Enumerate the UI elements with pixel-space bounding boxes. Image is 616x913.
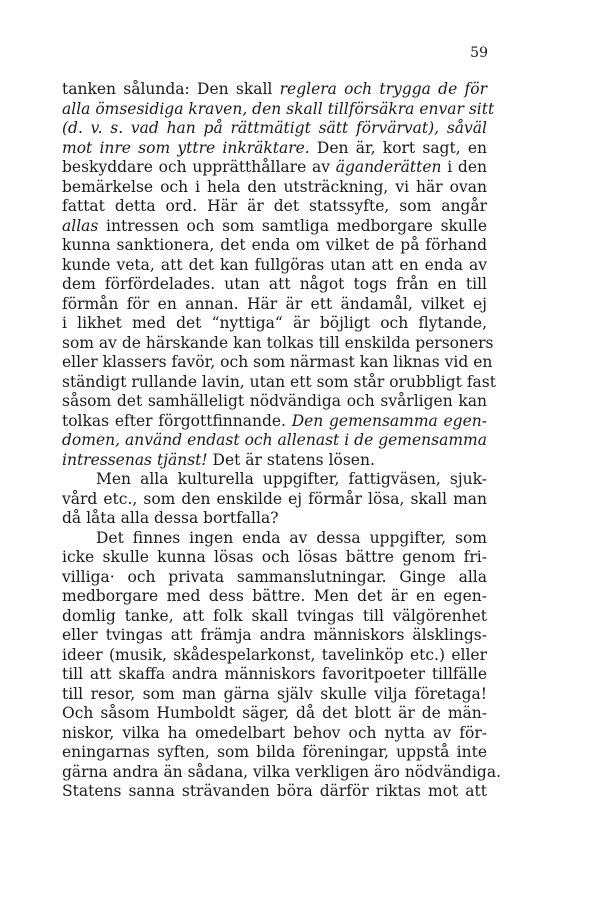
- text-segment: medborgare med dess bättre. Men det är en egen-: [62, 587, 487, 605]
- text-line: [62, 704, 487, 724]
- body-text: [62, 80, 502, 802]
- text-segment: domlig tanke, att folk skall tvingas till välgörenhet: [62, 606, 487, 625]
- text-line: [62, 509, 487, 529]
- page-number: 59: [470, 45, 488, 61]
- italic-text: reglera och trygga de för: [279, 80, 487, 98]
- text-segment: tanken sålunda: Den skall: [62, 80, 280, 98]
- text-line: [62, 256, 487, 276]
- text-line: [62, 139, 487, 159]
- text-line: [62, 314, 487, 334]
- italic-text: äganderätten: [335, 158, 442, 176]
- italic-text: allas: [62, 216, 99, 235]
- text-segment: villiga· och privata sammanslutningar. Ginge alla: [62, 567, 487, 586]
- text-line: [62, 392, 487, 412]
- text-segment: Men alla kulturella uppgifter, fattigväsen, sjuk-: [96, 470, 487, 488]
- text-line: [62, 568, 487, 588]
- text-line: [62, 490, 487, 510]
- text-segment: i likhet med det “nyttiga“ är böjligt och flytande,: [62, 314, 487, 332]
- text-segment: niskor, vilka ha omedelbart behov och nytta av för-: [62, 723, 487, 742]
- text-line: [62, 431, 487, 451]
- text-segment: gärna andra än sådana, vilka verkligen äro nödvändiga.: [62, 762, 502, 781]
- text-segment: beskyddare och upprätthållare av: [62, 158, 336, 176]
- text-line: [62, 665, 487, 685]
- italic-text: intressenas tjänst!: [62, 450, 208, 469]
- text-segment: kunna sanktionera, det enda om vilket de på förhand: [62, 236, 487, 254]
- text-segment: tolkas efter förgottfinnande.: [62, 411, 292, 430]
- text-line: [62, 372, 496, 393]
- text-line: [62, 217, 487, 237]
- text-segment: bemärkelse och i hela den utsträckning, vi här ovan: [62, 177, 487, 196]
- text-line: [62, 685, 487, 705]
- text-line: [62, 275, 487, 295]
- text-segment: fattat detta ord. Här är det statssyfte, som angår: [62, 197, 487, 215]
- text-line: [62, 743, 487, 763]
- text-line: [62, 99, 495, 120]
- text-line: [62, 626, 487, 646]
- text-line: [62, 295, 487, 315]
- text-line: [62, 333, 494, 354]
- text-segment: till att skaffa andra människors favoritpoeter tillfälle: [62, 665, 487, 683]
- text-segment: då låta alla dessa bortfalla?: [62, 509, 279, 527]
- text-line: [62, 762, 502, 783]
- text-segment: Det är statens lösen.: [207, 450, 375, 469]
- text-line: [62, 782, 487, 802]
- text-segment: vård etc., som den enskilde ej förmår lösa, skall man: [62, 489, 487, 508]
- text-line: [62, 470, 487, 490]
- italic-text: alla ömsesidiga kraven, den skall tillförsäkra envar sitt: [62, 99, 495, 118]
- text-segment: Det finnes ingen enda av dessa uppgifter, som: [96, 528, 487, 547]
- text-line: [62, 548, 487, 568]
- text-segment: eller tvingas att främja andra människors älsklings-: [62, 626, 487, 644]
- italic-text: domen, använd endast och allenast i de gemensamma: [62, 431, 487, 449]
- text-segment: till resor, som man gärna själv skulle vilja företaga!: [62, 684, 487, 703]
- text-segment: i den: [441, 158, 488, 176]
- text-segment: som av de härskande kan tolkas till enskilda personers: [62, 333, 494, 352]
- text-segment: Den är, kort sagt, en: [309, 138, 487, 157]
- text-line: [62, 119, 487, 139]
- text-line: [62, 587, 487, 607]
- text-line: [62, 353, 493, 373]
- text-line: [62, 80, 487, 100]
- text-line: [62, 197, 487, 217]
- italic-text: (d. v. s. vad han på rättmätigt sätt förvärvat), såväl: [62, 119, 487, 137]
- text-line: [62, 451, 487, 471]
- text-segment: Och såsom Humboldt säger, då det blott är de män-: [62, 704, 487, 722]
- italic-text: Den gemensamma egen-: [291, 411, 487, 430]
- text-segment: förmån för en annan. Här är ett ändamål, vilket ej: [62, 294, 487, 313]
- italic-text: mot inre som yttre inkräktare.: [62, 138, 310, 157]
- text-line: [62, 236, 487, 256]
- text-segment: kunde veta, att det kan fullgöras utan att en enda av: [62, 255, 487, 274]
- text-segment: icke skulle kunna lösas och lösas bättre genom fri-: [62, 548, 487, 566]
- text-segment: intressen och som samtliga medborgare skulle: [98, 216, 487, 235]
- text-segment: såsom det samhälleligt nödvändiga och svårligen kan: [62, 392, 487, 410]
- text-segment: eningarnas syften, som bilda föreningar, uppstå inte: [62, 743, 487, 761]
- text-line: [62, 607, 487, 627]
- text-segment: eller klassers favör, och som närmast kan liknas vid en: [62, 353, 493, 371]
- text-line: [62, 412, 487, 432]
- text-line: [62, 646, 487, 666]
- text-line: [62, 158, 487, 178]
- text-line: [62, 529, 487, 549]
- text-segment: Statens sanna strävanden böra därför riktas mot att: [62, 782, 487, 800]
- text-segment: ideer (musik, skådespelarkonst, tavelinköp etc.) eller: [62, 645, 487, 664]
- text-line: [62, 178, 487, 198]
- text-line: [62, 724, 487, 744]
- text-segment: dem förfördelades. utan att något togs från en till: [62, 275, 487, 293]
- text-segment: ständigt rullande lavin, utan ett som står orubbligt fast: [62, 372, 496, 391]
